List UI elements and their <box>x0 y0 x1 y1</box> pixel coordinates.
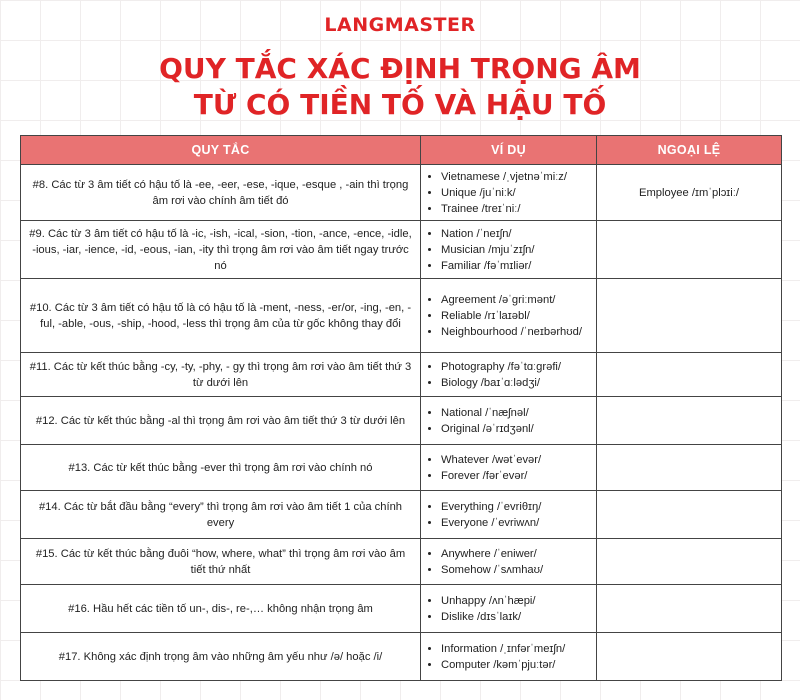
example-item: • Nation /ˈneɪʃn/ <box>441 226 590 242</box>
examples-cell <box>421 353 597 397</box>
rule-cell: #14. Các từ bắt đầu bằng “every” thì trọng âm rơi vào âm tiết 1 của chính every <box>21 491 421 539</box>
table-row <box>21 165 782 221</box>
table-row <box>21 633 782 681</box>
example-item: • Photography /fəˈtɑːɡrəfi/ <box>441 359 590 375</box>
table-row <box>21 353 782 397</box>
exception-cell <box>597 585 782 633</box>
example-item: • Unhappy /ʌnˈhæpi/ <box>441 593 590 609</box>
example-item: • Musician /mjuˈzɪʃn/ <box>441 242 590 258</box>
table-header-row <box>21 136 782 165</box>
examples-cell <box>421 221 597 279</box>
stress-rules-table <box>20 135 782 681</box>
header-exception: NGOẠI LỆ <box>597 136 782 165</box>
exception-cell <box>597 633 782 681</box>
example-item: • Whatever /wətˈevər/ <box>441 452 590 468</box>
table-row <box>21 221 782 279</box>
examples-cell <box>421 491 597 539</box>
rule-cell: #15. Các từ kết thúc bằng đuôi “how, where, what” thì trọng âm rơi vào âm tiết thứ nhất <box>21 539 421 585</box>
example-item: • Trainee /treɪˈniː/ <box>441 201 590 217</box>
table-row <box>21 585 782 633</box>
examples-cell <box>421 397 597 445</box>
example-item: • Everyone /ˈevriwʌn/ <box>441 515 590 531</box>
table-row <box>21 397 782 445</box>
example-item: • Neighbourhood /ˈneɪbərhʊd/ <box>441 324 590 340</box>
rule-cell: #9. Các từ 3 âm tiết có hậu tố là -ic, -ish, -ical, -sion, -tion, -ance, -ence, -idle, -ious, -iar, -ience, -id, -eous, -ian, -ity thì trọng âm rơi vào âm tiết ngay trước nó <box>21 221 421 279</box>
exception-cell <box>597 491 782 539</box>
rule-cell: #10. Các từ 3 âm tiết có hậu tố là có hậu tố là -ment, -ness, -er/or, -ing, -en, -ful, -able, -ous, -ship, -hood, -less thì trọng âm của từ gốc không thay đổi <box>21 279 421 353</box>
example-item: • Everything /ˈevriθɪŋ/ <box>441 499 590 515</box>
example-item: • Vietnamese /ˌvjetnəˈmiːz/ <box>441 169 590 185</box>
table-row <box>21 445 782 491</box>
example-item: • Forever /fərˈevər/ <box>441 468 590 484</box>
header-rule: QUY TẮC <box>21 136 421 165</box>
header-example: VÍ DỤ <box>421 136 597 165</box>
example-item: • Reliable /rɪˈlaɪəbl/ <box>441 308 590 324</box>
example-item: • National /ˈnæʃnəl/ <box>441 405 590 421</box>
example-item: • Somehow /ˈsʌmhaʊ/ <box>441 562 590 578</box>
rule-cell: #13. Các từ kết thúc bằng -ever thì trọng âm rơi vào chính nó <box>21 445 421 491</box>
examples-cell <box>421 165 597 221</box>
exception-cell <box>597 221 782 279</box>
example-item: • Anywhere /ˈeniwer/ <box>441 546 590 562</box>
rule-cell: #8. Các từ 3 âm tiết có hậu tố là -ee, -eer, -ese, -ique, -esque , -ain thì trọng âm rơi vào chính âm tiết đó <box>21 165 421 221</box>
exception-cell <box>597 539 782 585</box>
table-row <box>21 491 782 539</box>
table-row <box>21 279 782 353</box>
examples-cell <box>421 445 597 491</box>
brand-logo: LANGMASTER <box>324 14 476 36</box>
example-item: • Dislike /dɪsˈlaɪk/ <box>441 609 590 625</box>
exception-cell <box>597 279 782 353</box>
exception-cell: Employee /ɪmˈplɔɪiː/ <box>597 165 782 221</box>
rule-cell: #12. Các từ kết thúc bằng -al thì trọng âm rơi vào âm tiết thứ 3 từ dưới lên <box>21 397 421 445</box>
examples-cell <box>421 539 597 585</box>
example-item: • Unique /juˈniːk/ <box>441 185 590 201</box>
exception-cell <box>597 353 782 397</box>
example-item: • Agreement /əˈɡriːmənt/ <box>441 292 590 308</box>
rule-cell: #16. Hầu hết các tiền tố un-, dis-, re-,… không nhận trọng âm <box>21 585 421 633</box>
exception-cell <box>597 445 782 491</box>
example-item: • Computer /kəmˈpjuːtər/ <box>441 657 590 673</box>
example-item: • Biology /baɪˈɑːlədʒi/ <box>441 375 590 391</box>
example-item: • Information /ˌɪnfərˈmeɪʃn/ <box>441 641 590 657</box>
examples-cell <box>421 279 597 353</box>
table-row <box>21 539 782 585</box>
rule-cell: #11. Các từ kết thúc bằng -cy, -ty, -phy, - gy thì trọng âm rơi vào âm tiết thứ 3 từ dưới lên <box>21 353 421 397</box>
exception-cell <box>597 397 782 445</box>
examples-cell <box>421 585 597 633</box>
rule-cell: #17. Không xác định trọng âm vào những âm yếu như /ə/ hoặc /i/ <box>21 633 421 681</box>
examples-cell <box>421 633 597 681</box>
page-title-line-1: QUY TẮC XÁC ĐỊNH TRỌNG ÂM <box>159 52 641 85</box>
example-item: • Original /əˈrɪdʒənl/ <box>441 421 590 437</box>
example-item: • Familiar /fəˈmɪliər/ <box>441 258 590 274</box>
page-title-line-2: TỪ CÓ TIỀN TỐ VÀ HẬU TỐ <box>193 88 607 121</box>
